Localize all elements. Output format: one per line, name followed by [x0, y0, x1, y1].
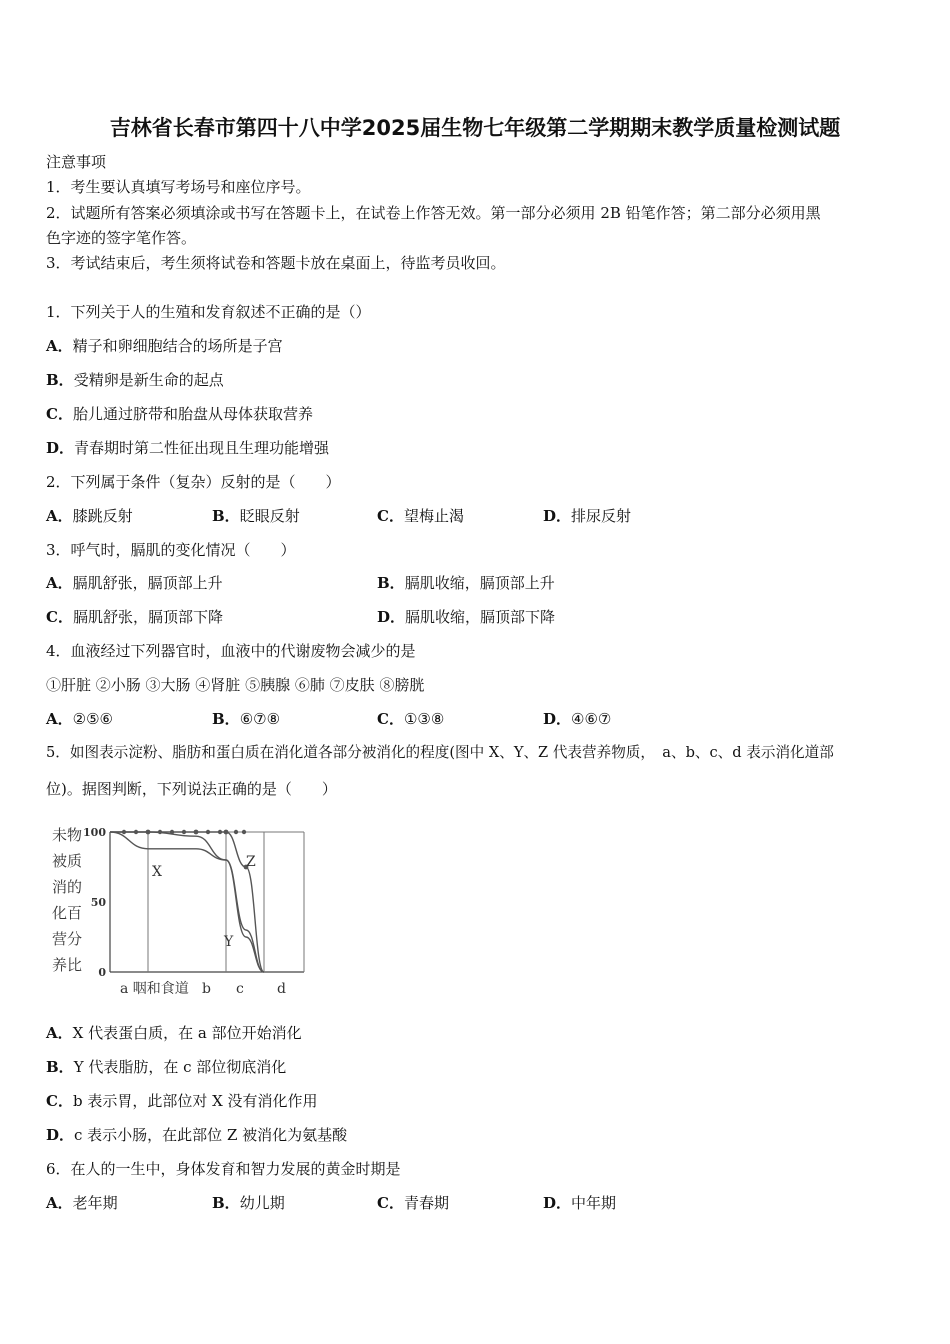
option — [377, 607, 555, 627]
option-text: b 表示胃，此部位对 X 没有消化作用 — [72, 1092, 318, 1110]
option-label: C． — [46, 405, 73, 423]
option — [46, 1023, 302, 1043]
notice-heading: 注意事项 — [46, 153, 107, 171]
option — [543, 709, 611, 729]
option — [46, 1125, 347, 1145]
option-text: X 代表蛋白质，在 a 部位开始消化 — [72, 1024, 302, 1042]
y-axis-label-char: 未 — [52, 826, 68, 844]
option-label: B． — [212, 1194, 240, 1212]
series-point-z — [182, 830, 186, 834]
option-label: D． — [46, 439, 75, 457]
option-text: c 表示小肠，在此部位 Z 被消化为氨基酸 — [74, 1126, 348, 1144]
series-point-z — [158, 830, 162, 834]
page-title: 吉林省长春市第四十八中学2025届生物七年级第二学期期末教学质量检测试题 — [109, 116, 841, 140]
notice-item: 色字迹的签字笔作答。 — [46, 229, 197, 247]
option-label: B． — [377, 574, 405, 592]
option — [46, 1057, 286, 1077]
option — [46, 1091, 318, 1111]
option-label: D． — [543, 1194, 572, 1212]
option-label: D． — [543, 710, 572, 728]
option-text: 中年期 — [571, 1194, 617, 1212]
y-axis-label-char: 消 — [52, 878, 68, 896]
option-label: A． — [46, 710, 73, 728]
option-text: ⑥⑦⑧ — [239, 710, 281, 728]
series-point-z — [194, 830, 199, 835]
series-label-y: Y — [224, 934, 234, 950]
option-text: ①③⑧ — [403, 710, 445, 728]
x-region-label: c — [236, 981, 244, 997]
question-stem: 2．下列属于条件（复杂）反射的是（ ） — [46, 473, 341, 491]
option-label: A． — [46, 574, 73, 592]
option-label: D． — [377, 608, 406, 626]
option — [377, 1193, 449, 1213]
option-text: ②⑤⑥ — [72, 710, 113, 728]
series-line-y — [110, 832, 264, 972]
option-label: C． — [377, 507, 404, 525]
y-tick-label: 100 — [83, 826, 106, 839]
series-point-z — [218, 830, 222, 834]
option — [46, 336, 283, 356]
option-text: 青春期时第二性征出现且生理功能增强 — [74, 439, 330, 457]
option — [46, 607, 223, 627]
option — [46, 709, 113, 729]
question-stem: 6．在人的一生中，身体发育和智力发展的黄金时期是 — [46, 1160, 401, 1178]
option — [212, 709, 280, 729]
option-text: 膈肌舒张，膈顶部下降 — [72, 608, 223, 626]
option-text: 青春期 — [403, 1194, 449, 1212]
y-axis-label-char: 化 — [52, 904, 68, 922]
option-label: B． — [212, 710, 240, 728]
y-axis-label-char: 物 — [67, 826, 83, 844]
option — [212, 1193, 285, 1213]
option-text: 膈肌收缩，膈顶部下降 — [405, 608, 556, 626]
option — [46, 404, 313, 424]
option-text: 胎儿通过脐带和胎盘从母体获取营养 — [72, 405, 313, 423]
question-stem: 5．如图表示淀粉、脂肪和蛋白质在消化道各部分被消化的程度(图中 X、Y、Z 代表营养物质， a、b、c、d 表示消化道部 — [46, 744, 834, 761]
option — [377, 506, 464, 526]
option-text: 望梅止渴 — [403, 507, 464, 525]
option-text: 眨眼反射 — [239, 507, 300, 525]
option — [212, 506, 300, 526]
option-label: B． — [212, 507, 240, 525]
series-point-z — [134, 830, 138, 834]
option-text: 膈肌舒张，膈顶部上升 — [72, 574, 223, 592]
option-text: 老年期 — [72, 1194, 118, 1212]
option-text: ④⑥⑦ — [571, 710, 612, 728]
question-stem: 位)。据图判断，下列说法正确的是（ ） — [46, 780, 337, 798]
option-text: 幼儿期 — [239, 1194, 285, 1212]
option-text: Y 代表脂肪，在 c 部位彻底消化 — [73, 1058, 287, 1076]
question-stem: 3．呼气时，膈肌的变化情况（ ） — [46, 541, 296, 559]
y-axis-label-char: 养 — [52, 956, 68, 974]
series-point-z — [206, 830, 210, 834]
x-region-label: b — [202, 981, 211, 997]
x-region-label: d — [277, 981, 286, 997]
x-region-label: a 咽和食道 — [120, 981, 189, 997]
option — [46, 506, 133, 526]
option-label: B． — [46, 1058, 74, 1076]
y-axis-label-char: 营 — [52, 930, 68, 948]
series-point-z — [122, 830, 126, 834]
y-axis-label-char: 比 — [67, 956, 83, 974]
option-text: 膝跳反射 — [72, 507, 133, 525]
option-text: 受精卵是新生命的起点 — [73, 371, 224, 389]
series-label-x: X — [152, 864, 162, 880]
y-axis-label-char: 被 — [52, 852, 68, 870]
option-label: A． — [46, 1194, 73, 1212]
series-point-z — [146, 830, 151, 835]
option-label: B． — [46, 371, 74, 389]
y-axis-label-char: 百 — [67, 904, 83, 922]
y-tick-label: 0 — [98, 966, 106, 979]
series-line-x — [110, 832, 264, 972]
question-stem: 4．血液经过下列器官时，血液中的代谢废物会减少的是 — [46, 642, 416, 660]
digestion-chart-svg — [46, 820, 308, 1002]
notice-item: 3．考试结束后，考生须将试卷和答题卡放在桌面上，待监考员收回。 — [46, 254, 506, 272]
series-point-z — [242, 830, 246, 834]
y-axis-label-char: 质 — [67, 852, 83, 870]
option — [46, 370, 224, 390]
notice-item: 1．考生要认真填写考场号和座位序号。 — [46, 178, 311, 196]
option — [543, 1193, 616, 1213]
option-text: 排尿反射 — [571, 507, 632, 525]
series-point-z — [234, 830, 238, 834]
option-label: A． — [46, 507, 73, 525]
series-label-z: Z — [246, 854, 256, 870]
series-point-z — [170, 830, 174, 834]
option-label: D． — [46, 1126, 75, 1144]
y-axis-label-char: 分 — [67, 930, 83, 948]
y-tick-label: 50 — [90, 896, 106, 909]
option — [46, 438, 329, 458]
notice-item: 2．试题所有答案必须填涂或书写在答题卡上，在试卷上作答无效。第一部分必须用 2B 铅笔作答；第二部分必须用黑 — [46, 204, 821, 222]
question-stem: 1．下列关于人的生殖和发育叙述不正确的是（） — [46, 303, 371, 321]
option-label: C． — [377, 1194, 404, 1212]
option — [46, 573, 223, 593]
option-text: 膈肌收缩，膈顶部上升 — [404, 574, 555, 592]
option-label: C． — [46, 608, 73, 626]
option-label: D． — [543, 507, 572, 525]
option-label: A． — [46, 337, 73, 355]
option — [377, 709, 444, 729]
digestion-chart — [46, 820, 308, 1002]
series-line-z — [110, 832, 264, 972]
option — [377, 573, 555, 593]
question-sub-list: ①肝脏 ②小肠 ③大肠 ④肾脏 ⑤胰腺 ⑥肺 ⑦皮肤 ⑧膀胱 — [46, 676, 425, 694]
series-point-z — [224, 830, 229, 835]
option-label: C． — [46, 1092, 73, 1110]
option-label: C． — [377, 710, 404, 728]
y-axis-label-char: 的 — [67, 878, 83, 896]
option — [46, 1193, 118, 1213]
option-text: 精子和卵细胞结合的场所是子宫 — [72, 337, 283, 355]
option-label: A． — [46, 1024, 73, 1042]
option — [543, 506, 631, 526]
